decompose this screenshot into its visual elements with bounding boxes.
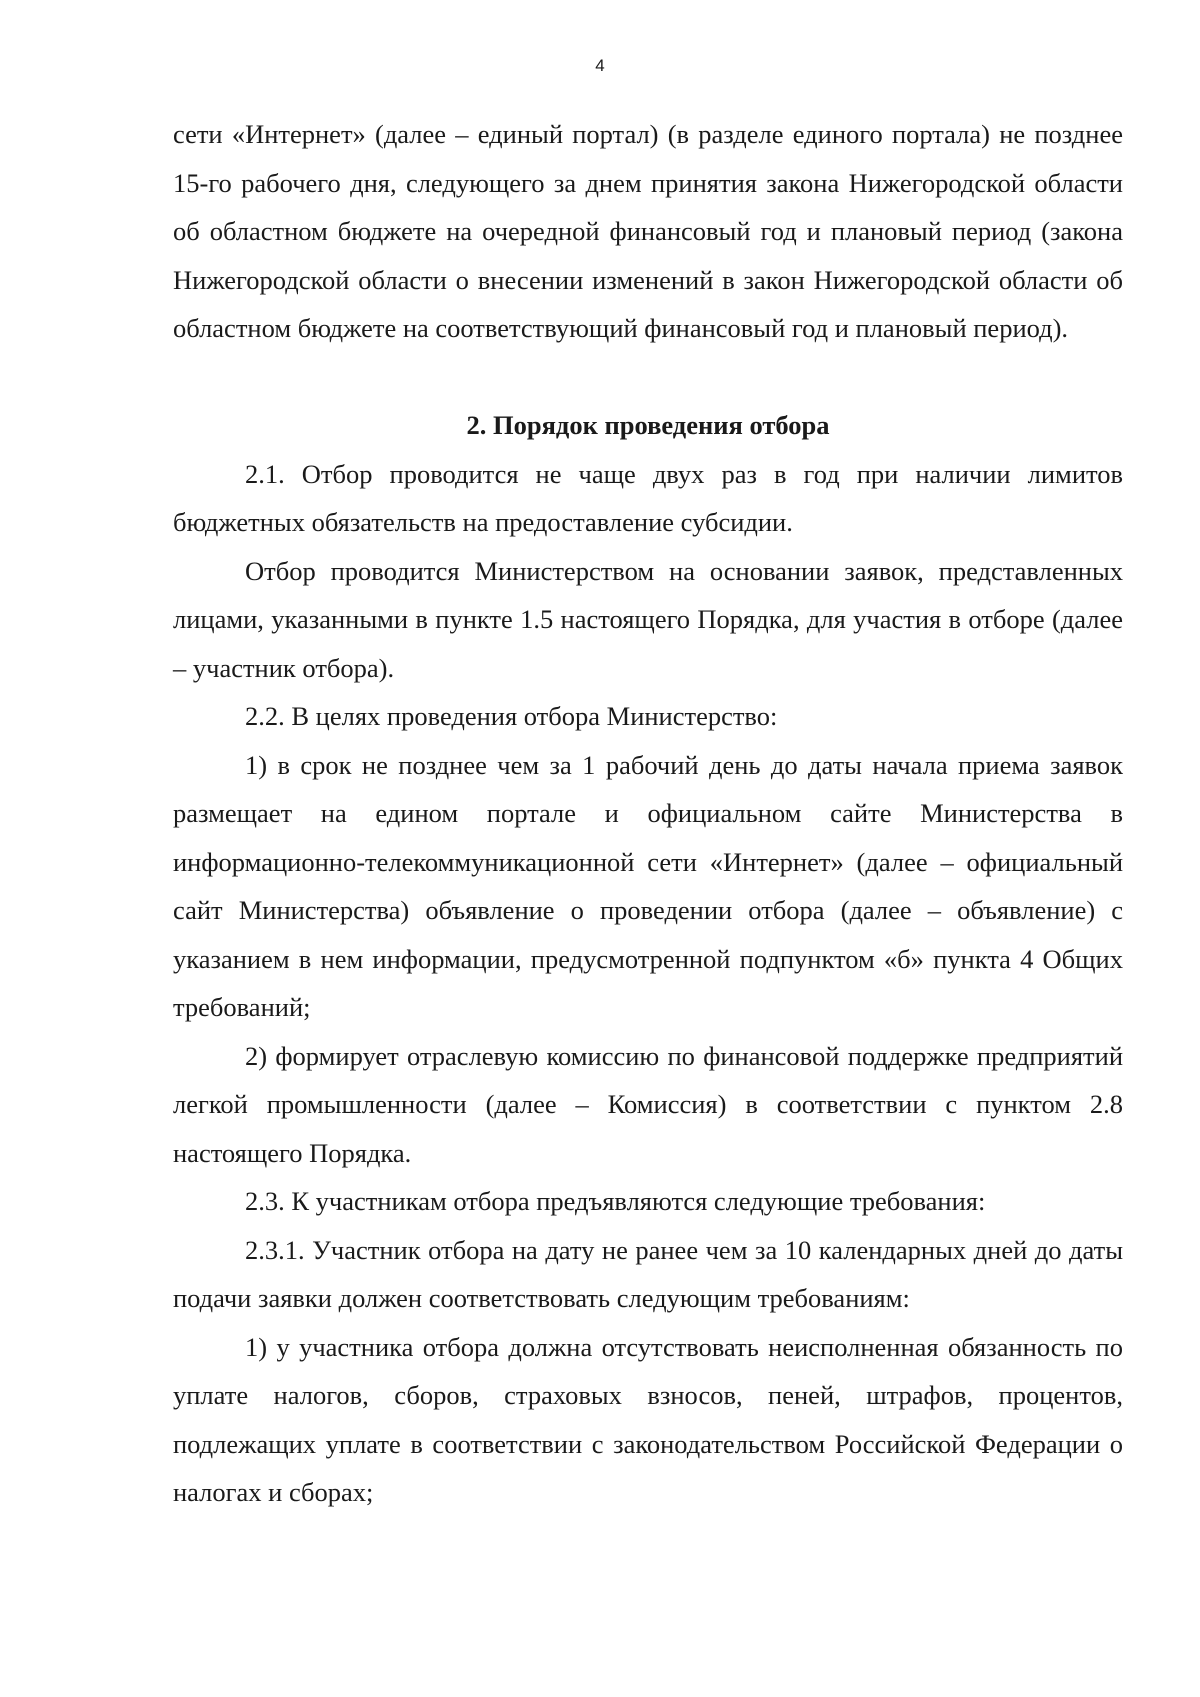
intro-paragraph: сети «Интернет» (далее – единый портал) (в разделе единого портала) не позднее 15-го рабочего дня, следующего за днем принятия закона Нижегородской области об областном бюджете на очередной финансовый год и плановый период (закона Нижегородской области о внесении изменений в закон Нижегородской области об областном бюджете на соответствующий финансовый год и плановый период). (173, 119, 1123, 343)
paragraph-2-2-item-2: 2) формирует отраслевую комиссию по финансовой поддержке предприятий легкой промышленности (далее – Комиссия) в соответствии с пунктом 2.8 настоящего Порядка. (173, 1040, 1123, 1168)
paragraph-2-2: 2.2. В целях проведения отбора Министерство: (245, 701, 778, 731)
paragraph-2-3-1: 2.3.1. Участник отбора на дату не ранее чем за 10 календарных дней до даты подачи заявки должен соответствовать следующим требованиям: (173, 1234, 1123, 1313)
section-title: 2. Порядок проведения отбора (466, 410, 830, 440)
paragraph-2-3-1-item-1: 1) у участника отбора должна отсутствовать неисполненная обязанность по уплате налогов, сборов, страховых взносов, пеней, штрафов, процентов, подлежащих уплате в соответствии с законодательством Российской Федерации о налогах и сборах; (173, 1331, 1123, 1507)
section-spacer (173, 353, 1123, 402)
page-number: 4 (595, 56, 605, 75)
paragraph-2-3: 2.3. К участникам отбора предъявляются следующие требования: (245, 1186, 986, 1216)
paragraph-2-2-item-1: 1) в срок не позднее чем за 1 рабочий день до даты начала приема заявок размещает на едином портале и официальном сайте Министерства в информационно-телекоммуникационной сети «Интернет» (далее – официальный сайт Министерства) объявление о проведении отбора (далее – объявление) с указанием в нем информации, предусмотренной подпунктом «б» пункта 4 Общих требований; (173, 749, 1123, 1022)
paragraph-2-1: 2.1. Отбор проводится не чаще двух раз в год при наличии лимитов бюджетных обязательств на предоставление субсидии. (173, 458, 1123, 537)
document-body (173, 110, 1123, 1517)
paragraph-selection-basis: Отбор проводится Министерством на основании заявок, представленных лицами, указанными в пункте 1.5 настоящего Порядка, для участия в отборе (далее – участник отбора). (173, 555, 1123, 683)
